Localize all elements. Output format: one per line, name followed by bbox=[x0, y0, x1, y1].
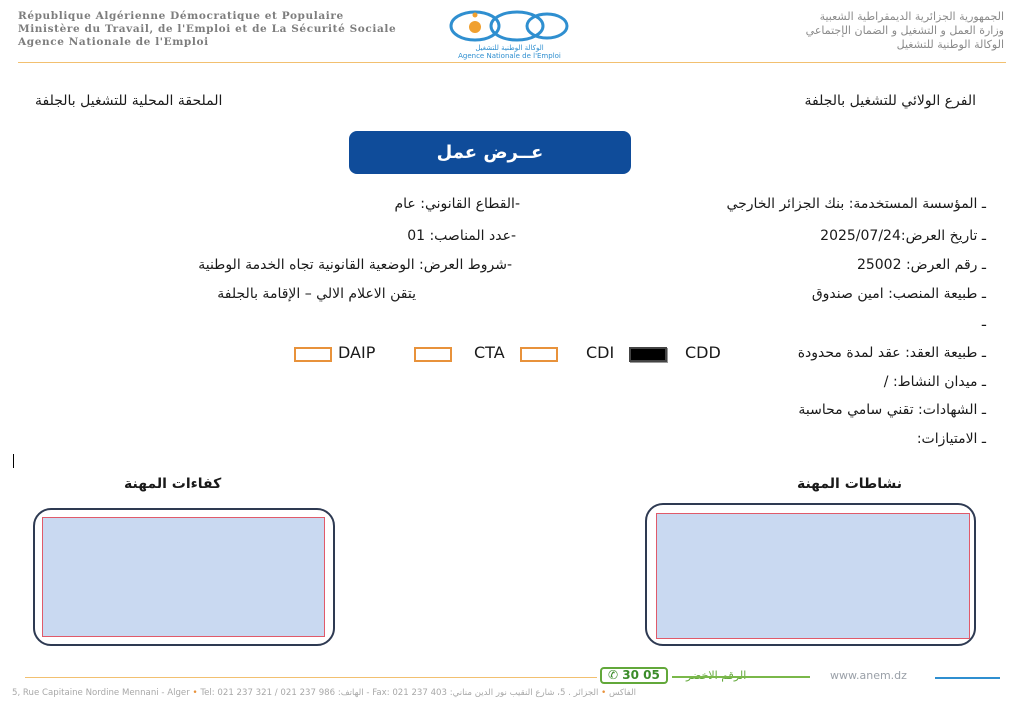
header-ar-line-1: الجمهورية الجزائرية الديمقراطية الشعبية bbox=[819, 10, 1004, 23]
field-employer: ـ المؤسسة المستخدمة: بنك الجزائر الخارجي bbox=[726, 196, 986, 212]
footer-divider-mid bbox=[672, 676, 810, 678]
field-conditions: -شروط العرض: الوضعية القانونية تجاه الخدمة الوطنية bbox=[198, 257, 512, 273]
field-conditions-continued: يتقن الاعلام الالي – الإقامة بالجلفة bbox=[217, 286, 416, 302]
text-cursor bbox=[13, 454, 14, 468]
contract-cdd-label: CDD bbox=[685, 343, 721, 362]
anem-logo bbox=[447, 8, 572, 60]
contract-cta-label: CTA bbox=[474, 343, 505, 362]
contract-cdi-label: CDI bbox=[586, 343, 615, 362]
skills-content[interactable] bbox=[42, 517, 325, 637]
green-number: 30 05 bbox=[622, 668, 660, 682]
footer-divider-right bbox=[935, 677, 1000, 679]
logo-caption bbox=[447, 44, 572, 60]
contract-types bbox=[292, 343, 992, 365]
contract-extra-checkbox[interactable] bbox=[294, 347, 332, 362]
field-degrees: ـ الشهادات: تقني سامي محاسبة bbox=[798, 402, 986, 418]
page-title: عــرض عمل bbox=[349, 131, 631, 174]
header-ar-line-3: الوكالة الوطنية للتشغيل bbox=[896, 38, 1004, 51]
green-number-badge bbox=[600, 667, 668, 684]
field-blank: ـ bbox=[981, 314, 986, 330]
contract-daip-label: DAIP bbox=[338, 343, 376, 362]
field-positions-count: -عدد المناصب: 01 bbox=[407, 228, 516, 244]
contract-cdi-checkbox[interactable] bbox=[629, 347, 667, 362]
phone-icon: ✆ bbox=[608, 668, 623, 682]
bullet-icon: • bbox=[601, 688, 607, 698]
field-benefits: ـ الامتيازات: bbox=[916, 431, 986, 447]
header-french bbox=[18, 10, 396, 49]
field-legal-sector: -القطاع القانوني: عام bbox=[394, 196, 520, 212]
field-offer-number: ـ رقم العرض: 25002 bbox=[856, 257, 986, 273]
header-fr-line-2: Ministère du Travail, de l'Emploi et de La Sécurité Sociale bbox=[18, 23, 397, 35]
contract-daip-checkbox[interactable] bbox=[414, 347, 452, 362]
header-fr-line-3: Agence Nationale de l'Emploi bbox=[18, 36, 209, 48]
logo-caption-ar: الوكالة الوطنية للتشغيل bbox=[475, 44, 544, 52]
field-position: ـ طبيعة المنصب: امين صندوق bbox=[811, 286, 986, 302]
branch-wilaya: الفرع الولائي للتشغيل بالجلفة bbox=[804, 93, 976, 109]
branch-local: الملحقة المحلية للتشغيل بالجلفة bbox=[35, 93, 223, 109]
footer-fax: Fax: 021 237 403 :الفاكس bbox=[372, 688, 636, 698]
header-arabic bbox=[806, 10, 1004, 52]
header-ar-line-2: وزارة العمل و التشغيل و الضمان الإجتماعي bbox=[805, 24, 1004, 37]
section-title-skills: كفاءات المهنة bbox=[124, 476, 222, 492]
header-fr-line-1: République Algérienne Démocratique et Populaire bbox=[18, 10, 344, 22]
field-offer-date: ـ تاريخ العرض:2025/07/24 bbox=[820, 228, 986, 244]
bullet-icon: • bbox=[192, 688, 198, 698]
field-contract: ـ طبيعة العقد: عقد لمدة محدودة bbox=[797, 345, 986, 361]
contract-cta-checkbox[interactable] bbox=[520, 347, 558, 362]
activities-content[interactable] bbox=[656, 513, 970, 639]
website-link[interactable]: www.anem.dz bbox=[830, 669, 907, 682]
footer-divider-left bbox=[25, 677, 597, 678]
header-divider bbox=[18, 62, 1006, 63]
field-activity: ـ ميدان النشاط: / bbox=[883, 374, 986, 390]
address-ar: الجزائر . 5، شارع النقيب نور الدين مناني bbox=[452, 688, 599, 698]
logo-caption-fr: Agence Nationale de l'Emploi bbox=[458, 52, 561, 60]
address-fr: 5, Rue Capitaine Nordine Mennani - Alger bbox=[12, 688, 190, 698]
footer-address: 5, Rue Capitaine Nordine Mennani - Alger • Tel: 021 237 321 / 021 237 986 :الهاتف - Fax: 021 237 403 :الفاكس • الجزائر . 5، شارع النقيب نور الدين مناني bbox=[12, 688, 636, 698]
section-title-activities: نشاطات المهنة bbox=[796, 476, 902, 492]
footer-tel: Tel: 021 237 321 / 021 237 986 :الهاتف bbox=[200, 688, 364, 698]
anem-logo-icon bbox=[447, 8, 572, 44]
